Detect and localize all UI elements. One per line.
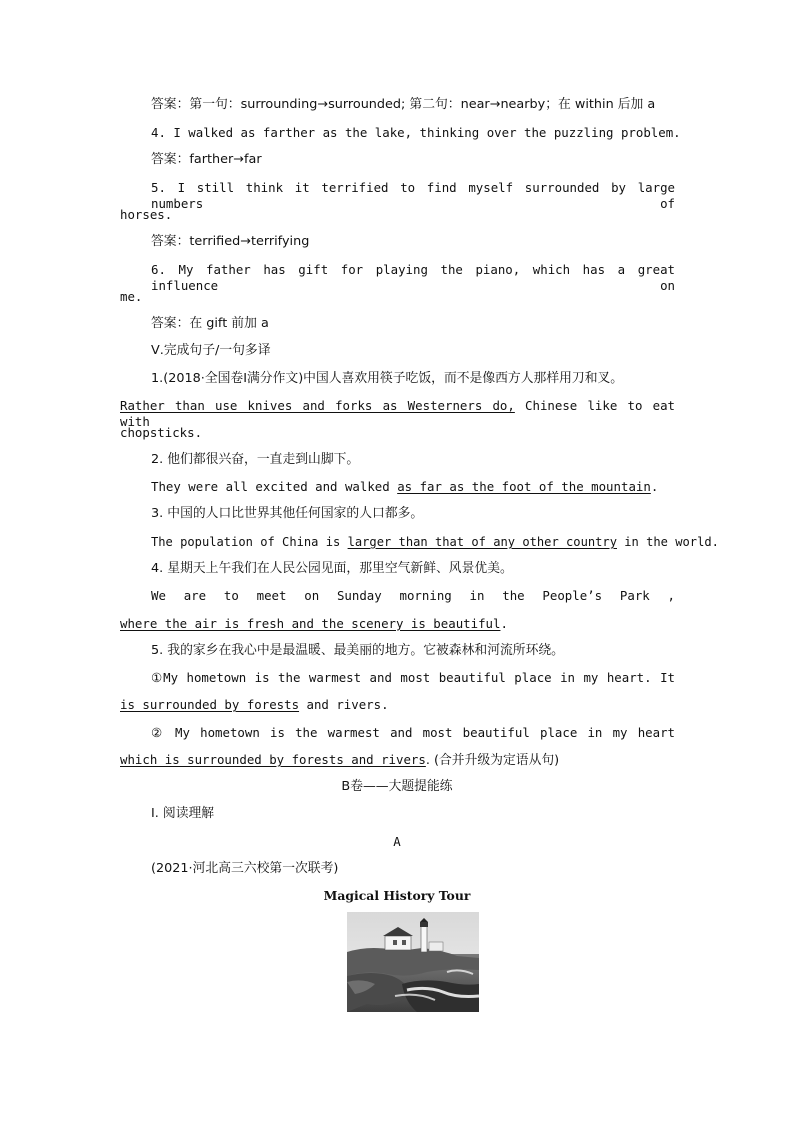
sentence-3-answer: The population of China is larger than that of any other country in the world. xyxy=(151,535,719,549)
sentence-5-answer-b-cont: which is surrounded by forests and rivers. (合并升级为定语从句) xyxy=(120,752,560,768)
sentence-5-answer-a-cont: is surrounded by forests and rivers. xyxy=(120,697,389,712)
sentence-4-answer: We are to meet on Sunday morning in the People’s Park , xyxy=(151,588,675,603)
answer-line-6: 答案：在 gift 前加 a xyxy=(151,316,269,331)
lighthouse-photo xyxy=(347,912,479,1012)
question-6: 6. My father has gift for playing the piano, which has a great influence on xyxy=(151,262,675,293)
question-4: 4. I walked as farther as the lake, thinking over the puzzling problem. xyxy=(151,125,681,140)
question-5-cont: horses. xyxy=(120,207,173,222)
answer-line-3: 答案：第一句：surrounding→surrounded; 第二句：near→nearby；在 within 后加 a xyxy=(151,97,656,112)
sentence-2-answer: They were all excited and walked as far as the foot of the mountain. xyxy=(151,479,659,494)
sentence-5-answer-a: ①My hometown is the warmest and most beautiful place in my heart. It xyxy=(151,670,675,685)
question-5: 5. I still think it terrified to find myself surrounded by large numbers of xyxy=(151,180,675,211)
sentence-1-prompt: 1.(2018·全国卷Ⅰ满分作文)中国人喜欢用筷子吃饭，而不是像西方人那样用刀和叉。 xyxy=(151,371,624,386)
answer-line-5: 答案：terrified→terrifying xyxy=(151,234,310,249)
question-6-cont: me. xyxy=(120,289,143,304)
sentence-5-answer-b: ② My hometown is the warmest and most beautiful place in my heart xyxy=(151,725,675,740)
answer-line-4: 答案：farther→far xyxy=(151,152,262,167)
lighthouse-image xyxy=(347,912,479,1012)
passage-letter: A xyxy=(393,834,401,849)
sentence-2-prompt: 2. 他们都很兴奋，一直走到山脚下。 xyxy=(151,452,360,467)
passage-source: (2021·河北高三六校第一次联考) xyxy=(151,861,339,876)
reading-heading: Ⅰ. 阅读理解 xyxy=(151,806,215,821)
sentence-4-prompt: 4. 星期天上午我们在人民公园见面，那里空气新鲜、风景优美。 xyxy=(151,561,513,576)
passage-title: Magical History Tour xyxy=(323,888,471,903)
section-heading-v: Ⅴ.完成句子/一句多译 xyxy=(151,343,271,358)
sentence-5-prompt: 5. 我的家乡在我心中是最温暖、最美丽的地方。它被森林和河流所环绕。 xyxy=(151,643,564,658)
sentence-1-answer: Rather than use knives and forks as Westerners do, Chinese like to eat with xyxy=(120,398,675,429)
sentence-1-answer-cont: chopsticks. xyxy=(120,425,203,440)
sentence-3-prompt: 3. 中国的人口比世界其他任何国家的人口都多。 xyxy=(151,506,424,521)
part-b-heading: B卷——大题提能练 xyxy=(341,779,453,794)
sentence-4-answer-cont: where the air is fresh and the scenery is beautiful. xyxy=(120,616,508,631)
